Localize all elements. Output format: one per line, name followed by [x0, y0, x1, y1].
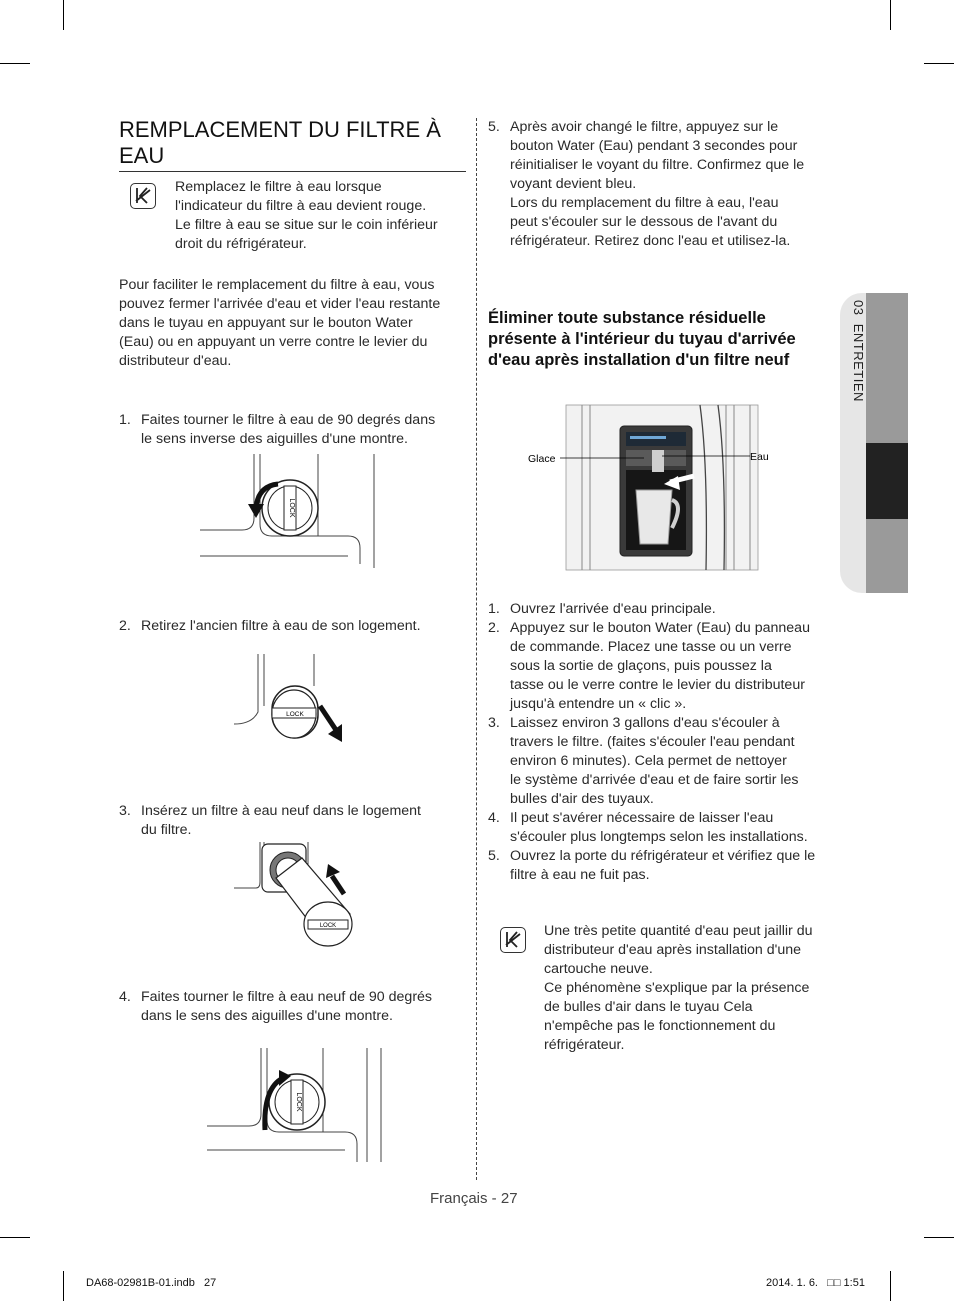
step-1: 1. Faites tourner le filtre à eau de 90 degrés dans le sens inverse des aiguilles d'une montre.: [119, 412, 436, 447]
crop-mark: [0, 63, 30, 64]
crop-mark: [890, 1271, 891, 1301]
intro-paragraph: Pour faciliter le remplacement du filtre à eau, vous pouvez fermer l'arrivée d'eau et vider l'eau restante dans le tuyau en appuyant sur le bouton Water (Eau) ou en appuyant un verre contre le levier du distributeur d'eau.: [119, 277, 441, 369]
filter-rotate-cw-illustration: [205, 1046, 385, 1164]
crop-mark: [924, 1237, 954, 1238]
lock-label: LOCK: [295, 1092, 302, 1112]
procedure-step: 4. Il peut s'avérer nécessaire de laisser l'eau s'écouler plus longtemps selon les installations.: [488, 810, 808, 845]
chapter-tab-label: 03 ENTRETIEN: [851, 300, 866, 402]
procedure-steps: [488, 600, 840, 885]
procedure-step: 3. Laissez environ 3 gallons d'eau s'écouler à travers le filtre. (faites s'écouler l'eau pendant environ 6 minutes). Cela permet de nettoyer le système d'arrivée d'eau et de faire sortir les bulles d'air des tuyaux.: [488, 715, 799, 807]
step-3: 3. Insérez un filtre à eau neuf dans le logement du filtre.: [119, 803, 421, 838]
subheading: Éliminer toute substance résiduelle présente à l'intérieur du tuyau d'arrivée d'eau après installation d'un filtre neuf: [488, 309, 796, 369]
procedure-step: 2. Appuyez sur le bouton Water (Eau) du panneau de commande. Placez une tasse ou un verre sous la sortie de glaçons, puis poussez la tasse ou le verre contre le levier du distributeur jusqu'à entendre un « clic ».: [488, 620, 810, 712]
crop-mark: [0, 1237, 30, 1238]
print-timestamp: 2014. 1. 6. □□ 1:51: [766, 1277, 865, 1289]
step-number: 4.: [119, 989, 131, 1005]
chapter-tab-active-block: [866, 443, 908, 519]
filter-rotate-ccw-illustration: [198, 452, 378, 570]
chapter-tab-block: [866, 519, 908, 593]
water-label: Eau: [750, 451, 769, 463]
crop-mark: [63, 0, 64, 30]
lock-label: LOCK: [319, 923, 337, 929]
crop-mark: [924, 63, 954, 64]
procedure-step: 1. Ouvrez l'arrivée d'eau principale.: [488, 601, 716, 617]
step-5-reset: 5. Après avoir changé le filtre, appuyez sur le bouton Water (Eau) pendant 3 secondes pour réinitialiser le voyant du filtre. Confirmez que le voyant devient bleu. Lors du remplacement du filtre à eau, l'eau peut s'écouler sur le dessous de l'avant du réfrigérateur. Retirez donc l'eau et utilisez-la.: [488, 119, 805, 249]
page-number: Français - 27: [430, 1190, 518, 1207]
chapter-tab-block: [866, 293, 908, 443]
step-number: 2.: [119, 618, 131, 634]
print-filename: DA68-02981B-01.indb 27: [86, 1277, 217, 1289]
column-divider: [476, 118, 477, 1180]
note-icon: [500, 927, 526, 953]
note-text: Remplacez le filtre à eau lorsque l'indicateur du filtre à eau devient rouge. Le filtre à eau se situe sur le coin inférieur droit du réfrigérateur.: [175, 179, 438, 252]
procedure-step: 5. Ouvrez la porte du réfrigérateur et vérifiez que le filtre à eau ne fuit pas.: [488, 848, 816, 883]
dispenser-illustration: [520, 404, 785, 572]
step-4: 4. Faites tourner le filtre à eau neuf de 90 degrés dans le sens des aiguilles d'une montre.: [119, 989, 433, 1024]
note-icon: [130, 183, 156, 209]
step-number: 5.: [488, 119, 500, 135]
note-text: Une très petite quantité d'eau peut jaillir du distributeur d'eau après installation d'une cartouche neuve. Ce phénomène s'explique par la présence de bulles d'air dans le tuyau Cela n'empêche pas le fonctionnement du réfrigérateur.: [544, 923, 813, 1053]
crop-mark: [890, 0, 891, 30]
lock-label: LOCK: [288, 498, 295, 518]
filter-insert-illustration: [232, 840, 357, 952]
step-2: 2. Retirez l'ancien filtre à eau de son logement.: [119, 618, 421, 634]
crop-mark: [63, 1271, 64, 1301]
section-title: REMPLACEMENT DU FILTRE À EAU: [119, 117, 466, 172]
ice-label: Glace: [528, 453, 556, 465]
step-number: 3.: [119, 803, 131, 819]
filter-remove-illustration: [232, 652, 347, 744]
step-number: 1.: [119, 412, 131, 428]
lock-label: LOCK: [286, 711, 304, 718]
